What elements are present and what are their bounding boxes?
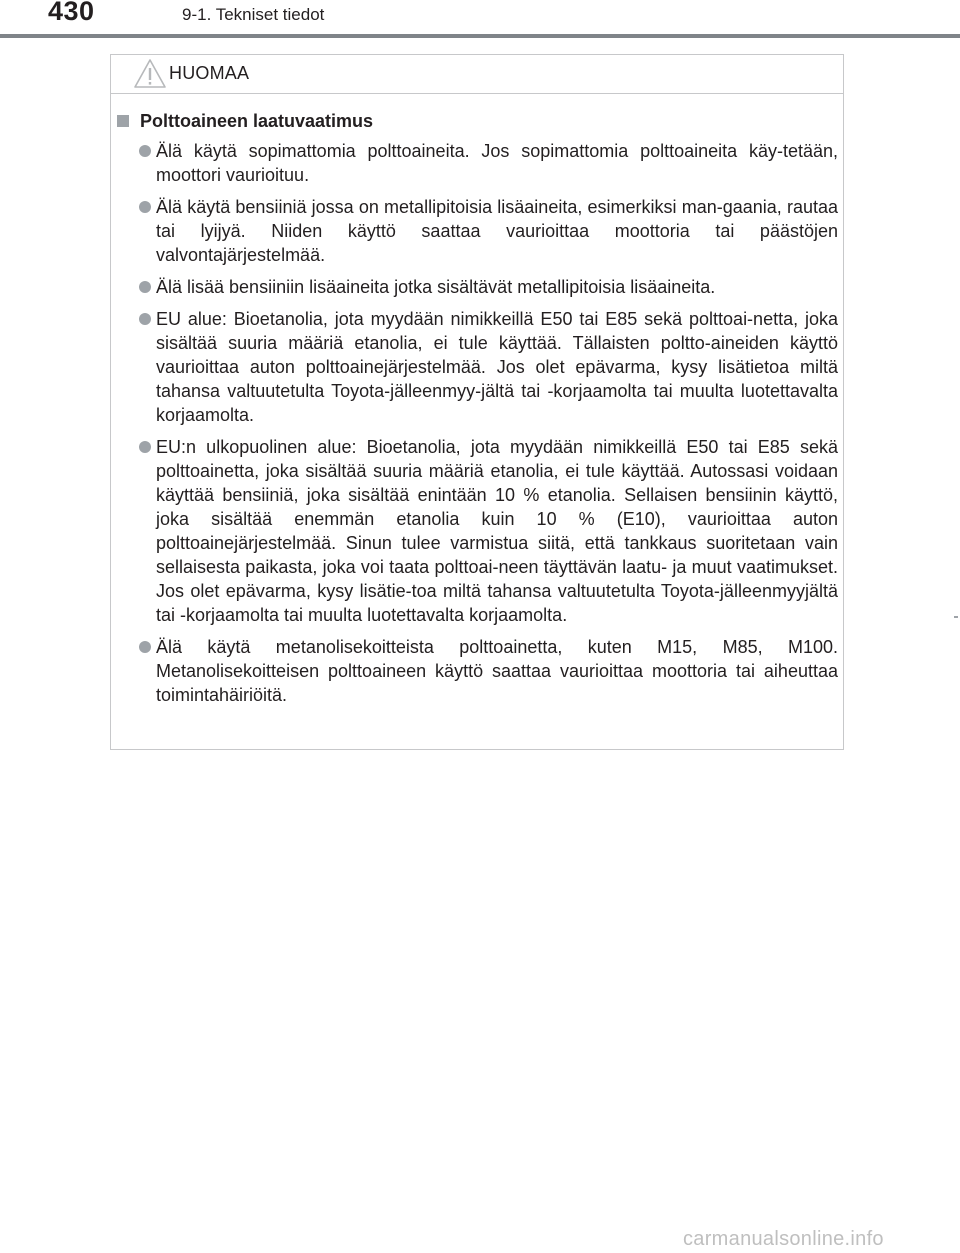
notice-box <box>110 54 844 750</box>
list-item <box>156 139 838 187</box>
bullet-text: Älä käytä bensiiniä jossa on metallipitoisia lisäaineita, esimerkiksi man-gaania, rautaa tai lyijyä. Niiden käyttö saattaa vaurioittaa moottoria tai päästöjen valvontajärjestelmää. <box>156 197 838 265</box>
list-item <box>156 195 838 267</box>
subheading-text: Polttoaineen laatuvaatimus <box>140 111 374 131</box>
bullet-text: EU alue: Bioetanolia, jota myydään nimikkeillä E50 tai E85 sekä polttoai-netta, joka sisältää suuria määriä etanolia, ei tule käyttää. Tällaisten poltto-aineiden käyttö vaurioittaa auton polttoainejärjestelmää. Jos olet epävarma, kysy lisätietoa miltä tahansa valtuutetulta Toyota-jälleenmyy-jältä tai -korjaamolta tai muulta luotettavalta korjaamolta. <box>156 309 838 425</box>
list-item <box>156 435 838 627</box>
notice-body <box>111 109 843 715</box>
bullet-list <box>111 139 843 707</box>
notice-subheading <box>115 109 843 133</box>
bullet-dot-icon <box>139 281 151 293</box>
bullet-dot-icon <box>139 441 151 453</box>
square-bullet-icon <box>117 115 129 127</box>
bullet-dot-icon <box>139 145 151 157</box>
notice-header <box>111 55 843 94</box>
bullet-text: Älä käytä metanolisekoitteista polttoainetta, kuten M15, M85, M100. Metanolisekoitteisen polttoaineen käyttö saattaa vaurioittaa moottoria tai aiheuttaa toimintahäiriöitä. <box>156 637 838 705</box>
watermark: carmanualsonline.info <box>683 1228 884 1250</box>
warning-triangle-icon <box>133 58 167 89</box>
page-number: 430 <box>48 0 95 26</box>
bullet-dot-icon <box>139 313 151 325</box>
bullet-dot-icon <box>139 201 151 213</box>
header-divider <box>0 34 960 38</box>
list-item <box>156 635 838 707</box>
list-item <box>156 307 838 427</box>
section-title: 9-1. Tekniset tiedot <box>182 5 325 24</box>
notice-title: HUOMAA <box>169 63 250 83</box>
bullet-text: Älä käytä sopimattomia polttoaineita. Jos sopimattomia polttoaineita käy-tetään, moottori vaurioituu. <box>156 141 838 185</box>
bullet-text: Älä lisää bensiiniin lisäaineita jotka sisältävät metallipitoisia lisäaineita. <box>156 277 716 297</box>
margin-tick <box>954 616 958 618</box>
bullet-text: EU:n ulkopuolinen alue: Bioetanolia, jota myydään nimikkeillä E50 tai E85 sekä polttoainetta, joka sisältää suuria määriä etanolia, ei tule käyttää. Autossasi voidaan käyttää bensiiniä, joka sisältää enintään 10 % etanolia. Sellaisen bensiinin käyttö, joka sisältää enemmän etanolia kuin 10 % (E10), vaurioittaa auton polttoainejärjestelmää. Sinun tulee varmistua siitä, että tankkaus suoritetaan vain sellaisesta paikasta, joka voi taata polttoai-neen täyttävän laatu- ja muut vaatimukset. Jos olet epävarma, kysy lisätie-toa miltä tahansa valtuutetulta Toyota-jälleenmyyjältä tai -korjaamolta tai muulta luotettavalta korjaamolta. <box>156 437 838 625</box>
list-item <box>156 275 838 299</box>
bullet-dot-icon <box>139 641 151 653</box>
